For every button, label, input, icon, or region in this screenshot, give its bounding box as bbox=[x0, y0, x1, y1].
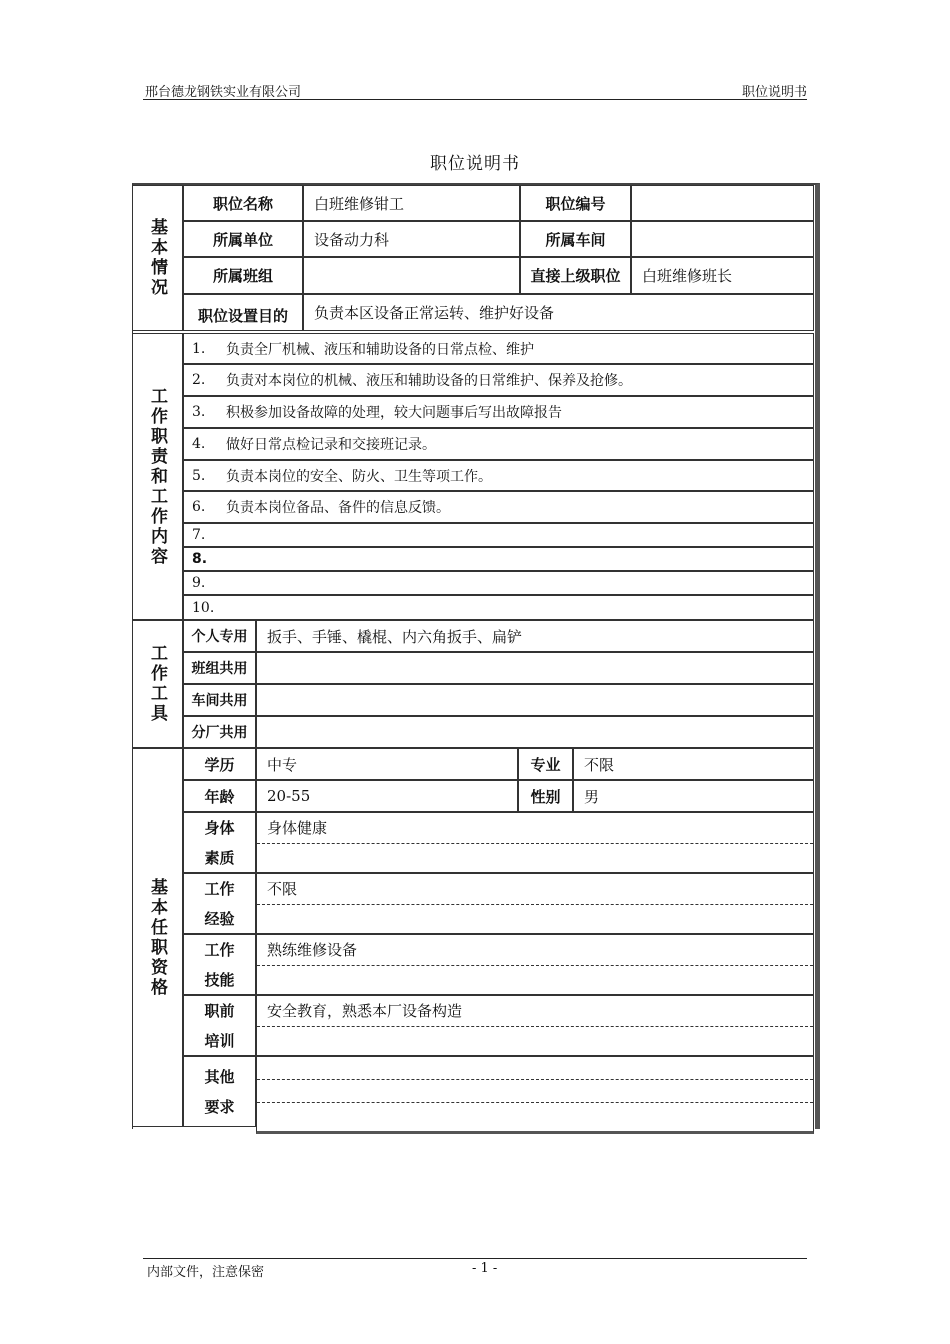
duty-row-5: 5. 负责本岗位的安全、防火、卫生等项工作。 bbox=[183, 460, 814, 491]
training-value: 安全教育，熟悉本厂设备构造 bbox=[256, 995, 814, 1056]
footer-page-number: - 1 - bbox=[472, 1261, 498, 1276]
superior-value: 白班维修班长 bbox=[631, 257, 814, 294]
superior-label: 直接上级职位 bbox=[520, 257, 631, 294]
duty-row-4: 4. 做好日常点检记录和交接班记录。 bbox=[183, 428, 814, 460]
section-qualifications: 基本任职资格 bbox=[132, 748, 183, 1127]
education-value: 中专 bbox=[256, 748, 518, 780]
duty-row-8: 8. bbox=[183, 547, 814, 571]
section-basic-info: 基本情况 bbox=[132, 185, 183, 331]
tool-value-branch bbox=[256, 716, 814, 748]
job-name-value: 白班维修钳工 bbox=[303, 185, 520, 221]
section-duties: 工作职责和工作内容 bbox=[132, 333, 183, 620]
gender-label: 性别 bbox=[518, 780, 573, 812]
footer-rule bbox=[143, 1258, 807, 1259]
tool-label-team: 班组共用 bbox=[183, 652, 256, 684]
education-label: 学历 bbox=[183, 748, 256, 780]
team-value bbox=[303, 257, 520, 294]
tool-value-personal: 扳手、手锤、橇棍、内六角扳手、扁铲 bbox=[256, 620, 814, 652]
document-title: 职位说明书 bbox=[430, 154, 520, 174]
section-tools: 工作工具 bbox=[132, 620, 183, 748]
tool-label-branch: 分厂共用 bbox=[183, 716, 256, 748]
job-code-value bbox=[631, 185, 814, 221]
age-value: 20-55 bbox=[256, 780, 518, 812]
duty-row-10: 10. bbox=[183, 595, 814, 620]
tool-value-workshop bbox=[256, 684, 814, 716]
purpose-value: 负责本区设备正常运转、维护好设备 bbox=[303, 294, 814, 331]
dashed-line bbox=[257, 843, 813, 844]
job-name-label: 职位名称 bbox=[183, 185, 303, 221]
skills-label: 工作 技能 bbox=[183, 934, 256, 995]
duty-row-7: 7. bbox=[183, 523, 814, 547]
job-description-table bbox=[132, 183, 820, 1135]
dashed-line bbox=[257, 965, 813, 966]
duty-row-2: 2. 负责对本岗位的机械、液压和辅助设备的日常维护、保养及抢修。 bbox=[183, 364, 814, 396]
duty-row-9: 9. bbox=[183, 571, 814, 595]
unit-label: 所属单位 bbox=[183, 221, 303, 257]
dashed-line bbox=[257, 1079, 813, 1080]
duty-row-3: 3. 积极参加设备故障的处理，较大问题事后写出故障报告 bbox=[183, 396, 814, 428]
footer-confidential-note: 内部文件，注意保密 bbox=[147, 1265, 265, 1280]
major-value: 不限 bbox=[573, 748, 814, 780]
team-label: 所属班组 bbox=[183, 257, 303, 294]
tool-value-team bbox=[256, 652, 814, 684]
dashed-line bbox=[257, 904, 813, 905]
header-doc-type: 职位说明书 bbox=[741, 85, 807, 100]
duty-row-6: 6. 负责本岗位备品、备件的信息反馈。 bbox=[183, 491, 814, 523]
job-code-label: 职位编号 bbox=[520, 185, 631, 221]
dashed-line bbox=[257, 1026, 813, 1027]
gender-value: 男 bbox=[573, 780, 814, 812]
purpose-label: 职位设置目的 bbox=[183, 294, 303, 331]
duty-row-1: 1. 负责全厂机械、液压和辅助设备的日常点检、维护 bbox=[183, 333, 814, 364]
other-value bbox=[256, 1056, 814, 1134]
workshop-value bbox=[631, 221, 814, 257]
other-label: 其他 要求 bbox=[183, 1056, 256, 1127]
unit-value: 设备动力科 bbox=[303, 221, 520, 257]
skills-value: 熟练维修设备 bbox=[256, 934, 814, 995]
experience-value: 不限 bbox=[256, 873, 814, 934]
major-label: 专业 bbox=[518, 748, 573, 780]
company-name: 邢台德龙钢铁实业有限公司 bbox=[145, 85, 302, 100]
page-header bbox=[143, 80, 807, 100]
dashed-line bbox=[257, 1102, 813, 1103]
workshop-label: 所属车间 bbox=[520, 221, 631, 257]
training-label: 职前 培训 bbox=[183, 995, 256, 1056]
physical-value: 身体健康 bbox=[256, 812, 814, 873]
age-label: 年龄 bbox=[183, 780, 256, 812]
physical-label: 身体 素质 bbox=[183, 812, 256, 873]
tool-label-workshop: 车间共用 bbox=[183, 684, 256, 716]
experience-label: 工作 经验 bbox=[183, 873, 256, 934]
tool-label-personal: 个人专用 bbox=[183, 620, 256, 652]
